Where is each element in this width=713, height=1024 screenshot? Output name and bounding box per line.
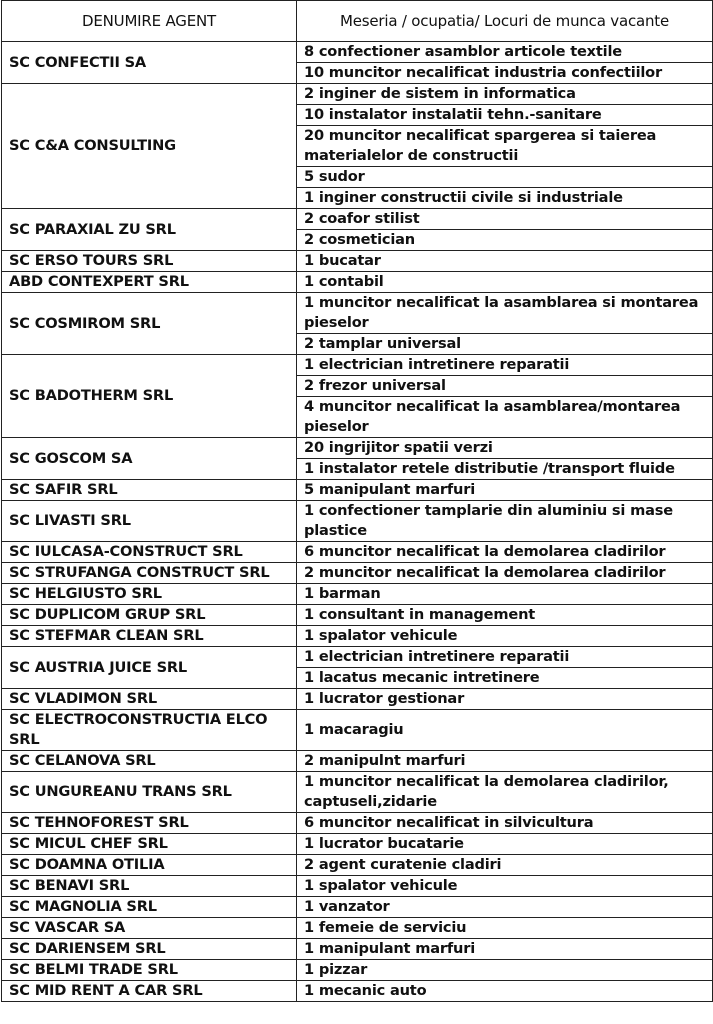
job-cell: 10 muncitor necalificat industria confectiilor [297,63,713,84]
agent-name-cell: SC CONFECTII SA [2,42,297,84]
table-row [2,960,713,981]
job-cell: 1 lacatus mecanic intretinere [297,668,713,689]
job-cell: 2 manipulnt marfuri [297,751,713,772]
table-body [2,42,713,1002]
agent-name-cell: SC ERSO TOURS SRL [2,251,297,272]
table-row [2,293,713,334]
agent-name-cell: SC MID RENT A CAR SRL [2,981,297,1002]
table-row [2,647,713,668]
table-row [2,772,713,813]
job-cell: 1 manipulant marfuri [297,939,713,960]
table-row [2,897,713,918]
header-row [2,1,713,42]
job-cell: 1 inginer constructii civile si industriale [297,188,713,209]
table-row [2,209,713,230]
header-occupation: Meseria / ocupatia/ Locuri de munca vacante [297,1,713,42]
job-cell: 1 spalator vehicule [297,876,713,897]
agent-name-cell: SC COSMIROM SRL [2,293,297,355]
table-row [2,876,713,897]
table-row [2,272,713,293]
agent-name-cell: SC UNGUREANU TRANS SRL [2,772,297,813]
agent-name-cell: SC SAFIR SRL [2,480,297,501]
table-row [2,480,713,501]
job-cell: 1 consultant in management [297,605,713,626]
agent-name-cell: SC VASCAR SA [2,918,297,939]
table-row [2,42,713,63]
job-cell: 1 femeie de serviciu [297,918,713,939]
table-row [2,981,713,1002]
table-row [2,834,713,855]
job-cell: 1 bucatar [297,251,713,272]
agent-name-cell: SC HELGIUSTO SRL [2,584,297,605]
agent-name-cell: ABD CONTEXPERT SRL [2,272,297,293]
job-cell: 2 inginer de sistem in informatica [297,84,713,105]
agent-name-cell: SC BELMI TRADE SRL [2,960,297,981]
agent-name-cell: SC DOAMNA OTILIA [2,855,297,876]
agent-name-cell: SC LIVASTI SRL [2,501,297,542]
job-cell: 6 muncitor necalificat in silvicultura [297,813,713,834]
job-cell: 1 instalator retele distributie /transport fluide [297,459,713,480]
agent-name-cell: SC AUSTRIA JUICE SRL [2,647,297,689]
agent-name-cell: SC CELANOVA SRL [2,751,297,772]
agent-name-cell: SC ELECTROCONSTRUCTIA ELCO SRL [2,710,297,751]
agent-name-cell: SC DUPLICOM GRUP SRL [2,605,297,626]
job-cell: 2 agent curatenie cladiri [297,855,713,876]
table-row [2,626,713,647]
job-cell: 1 contabil [297,272,713,293]
table-row [2,710,713,751]
table-row [2,605,713,626]
agent-name-cell: SC C&A CONSULTING [2,84,297,209]
job-cell: 8 confectioner asamblor articole textile [297,42,713,63]
job-cell: 6 muncitor necalificat la demolarea cladirilor [297,542,713,563]
agent-name-cell: SC BENAVI SRL [2,876,297,897]
job-cell: 1 electrician intretinere reparatii [297,355,713,376]
table-row [2,563,713,584]
job-cell: 10 instalator instalatii tehn.-sanitare [297,105,713,126]
job-cell: 4 muncitor necalificat la asamblarea/montarea pieselor [297,397,713,438]
job-cell: 1 lucrator bucatarie [297,834,713,855]
table-row [2,84,713,105]
table-row [2,918,713,939]
job-cell: 1 mecanic auto [297,981,713,1002]
job-cell: 1 macaragiu [297,710,713,751]
job-cell: 1 pizzar [297,960,713,981]
table-row [2,251,713,272]
job-cell: 20 muncitor necalificat spargerea si taierea materialelor de constructii [297,126,713,167]
table-row [2,501,713,542]
job-cell: 2 frezor universal [297,376,713,397]
job-cell: 5 manipulant marfuri [297,480,713,501]
job-cell: 1 lucrator gestionar [297,689,713,710]
table-row [2,855,713,876]
job-cell: 2 coafor stilist [297,209,713,230]
job-cell: 20 ingrijitor spatii verzi [297,438,713,459]
agent-name-cell: SC MICUL CHEF SRL [2,834,297,855]
table-row [2,584,713,605]
table-row [2,542,713,563]
table-row [2,689,713,710]
table-row [2,355,713,376]
agent-name-cell: SC VLADIMON SRL [2,689,297,710]
job-cell: 1 muncitor necalificat la demolarea cladirilor, captuseli,zidarie [297,772,713,813]
agent-name-cell: SC IULCASA-CONSTRUCT SRL [2,542,297,563]
job-cell: 2 cosmetician [297,230,713,251]
job-cell: 1 muncitor necalificat la asamblarea si montarea pieselor [297,293,713,334]
agent-name-cell: SC STRUFANGA CONSTRUCT SRL [2,563,297,584]
job-cell: 2 tamplar universal [297,334,713,355]
vacancies-table [1,0,713,1002]
agent-name-cell: SC BADOTHERM SRL [2,355,297,438]
job-cell: 1 barman [297,584,713,605]
job-cell: 1 vanzator [297,897,713,918]
job-cell: 1 confectioner tamplarie din aluminiu si mase plastice [297,501,713,542]
job-cell: 1 electrician intretinere reparatii [297,647,713,668]
agent-name-cell: SC MAGNOLIA SRL [2,897,297,918]
job-cell: 1 spalator vehicule [297,626,713,647]
job-cell: 2 muncitor necalificat la demolarea cladirilor [297,563,713,584]
agent-name-cell: SC TEHNOFOREST SRL [2,813,297,834]
agent-name-cell: SC STEFMAR CLEAN SRL [2,626,297,647]
table-row [2,813,713,834]
header-agent: DENUMIRE AGENT [2,1,297,42]
agent-name-cell: SC GOSCOM SA [2,438,297,480]
table-row [2,438,713,459]
agent-name-cell: SC DARIENSEM SRL [2,939,297,960]
table-row [2,751,713,772]
table-row [2,939,713,960]
job-cell: 5 sudor [297,167,713,188]
agent-name-cell: SC PARAXIAL ZU SRL [2,209,297,251]
